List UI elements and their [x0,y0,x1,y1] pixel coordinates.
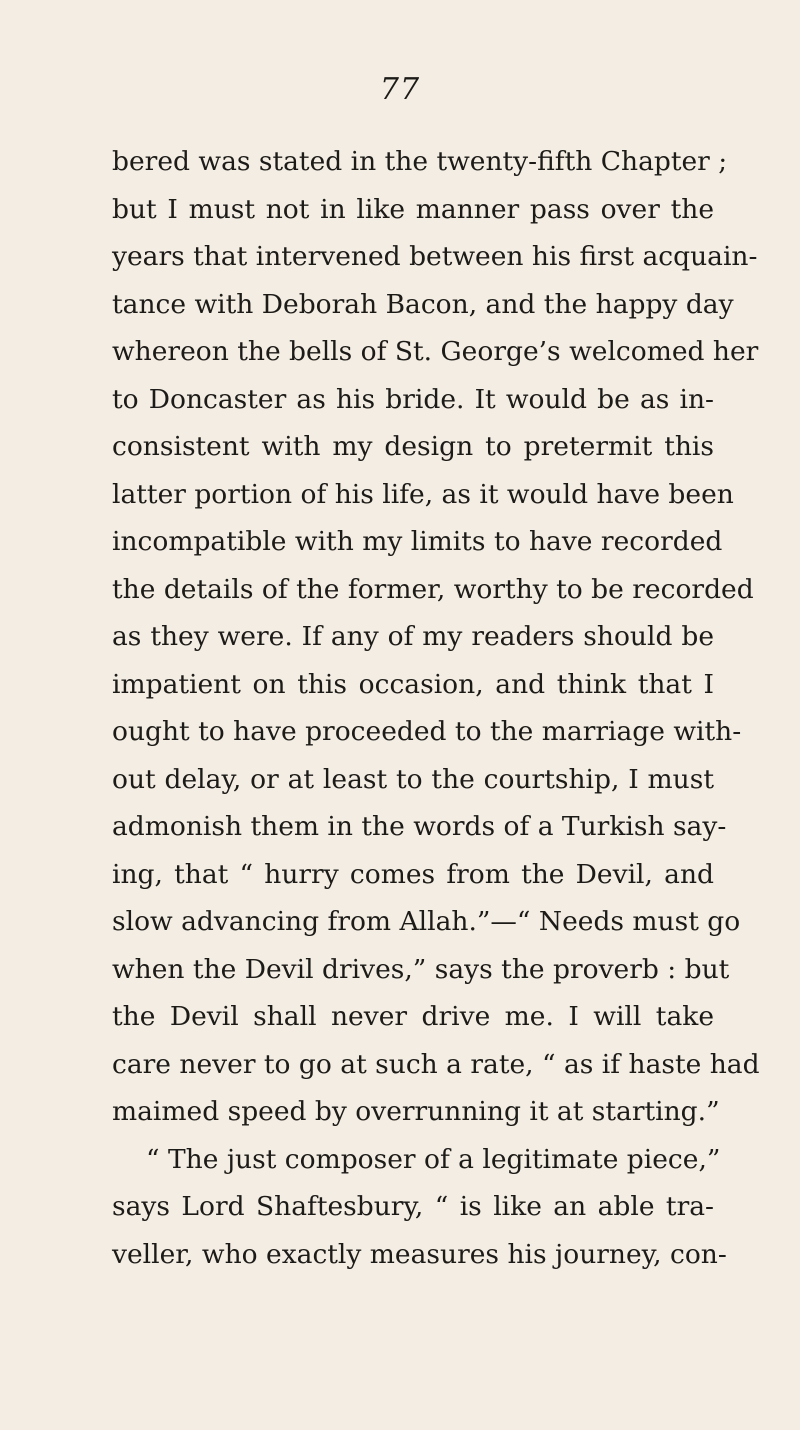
text-line: but I must not in like manner pass over the [112,193,714,225]
text-line: impatient on this occasion, and think that I [112,668,714,700]
text-line: when the Devil drives,” says the proverb : but [112,953,730,985]
text-line: as they were. If any of my readers should be [112,621,714,652]
text-line: says Lord Shaftesbury, “ is like an able tra- [112,1191,714,1222]
text-line: admonish them in the words of a Turkish say- [112,811,727,842]
text-line: ought to have proceeded to the marriage with- [112,716,742,747]
text-line: the details of the former, worthy to be recorded [112,573,754,605]
text-line: slow advancing from Allah.”—“ Needs must go [112,906,741,937]
text-line: out delay, or at least to the courtship, I must [112,763,714,795]
page-number: 77 [379,72,421,107]
text-line: care never to go at such a rate, “ as if haste had [112,1048,760,1080]
text-line: latter portion of his life, as it would have been [112,478,734,510]
text-line: tance with Deborah Bacon, and the happy day [112,288,734,320]
text-line: the Devil shall never drive me. I will take [112,1001,714,1032]
body-text [112,138,760,1278]
text-line: consistent with my design to pretermit this [112,431,714,462]
text-line: incompatible with my limits to have recorded [112,526,723,557]
text-line: bered was stated in the twenty-fifth Chapter ; [112,146,728,177]
text-line: to Doncaster as his bride. It would be as in- [112,383,714,415]
text-line: maimed speed by overrunning it at starting.” [112,1096,720,1127]
text-line: years that intervened between his first acquain- [112,241,758,272]
text-line: “ The just composer of a legitimate piece,” [146,1143,721,1175]
text-line: whereon the bells of St. George’s welcomed her [112,336,759,367]
text-line: veller, who exactly measures his journey, con- [112,1238,727,1270]
text-line: ing, that “ hurry comes from the Devil, and [112,858,714,890]
